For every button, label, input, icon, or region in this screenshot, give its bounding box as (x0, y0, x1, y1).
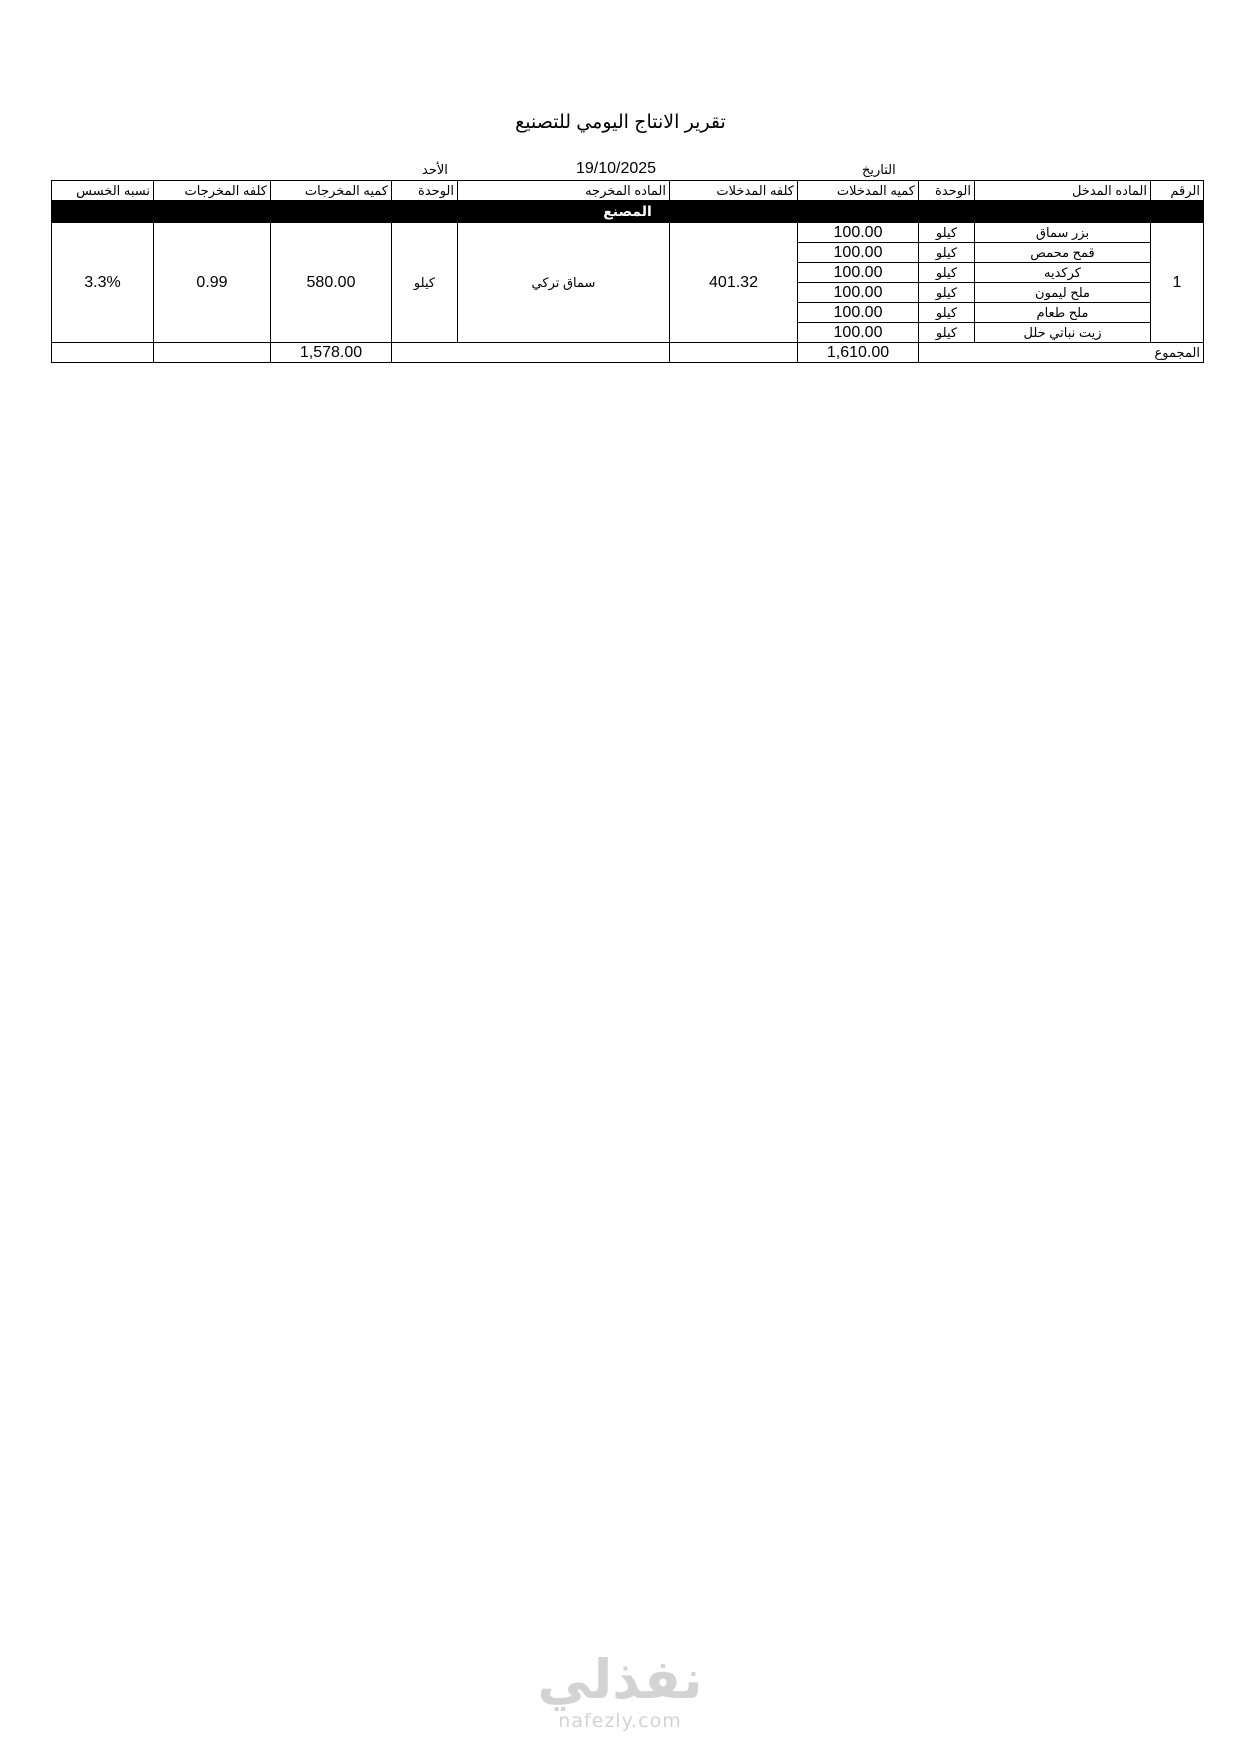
output-name: سماق تركي (458, 223, 670, 343)
col-header-number: الرقم (1151, 181, 1204, 201)
input-qty: 100.00 (798, 323, 919, 343)
total-empty-cell (52, 343, 154, 363)
output-cost: 0.99 (154, 223, 271, 343)
input-name: ملح ليمون (975, 283, 1151, 303)
input-qty: 100.00 (798, 223, 919, 243)
col-header-output-qty: كميه المخرجات (271, 181, 392, 201)
col-header-input-qty: كميه المدخلات (798, 181, 919, 201)
watermark-logo: نفذلي (537, 1648, 703, 1711)
total-input-qty: 1,610.00 (798, 343, 919, 363)
input-name: ملح طعام (975, 303, 1151, 323)
input-name: زيت نباتي حلل (975, 323, 1151, 343)
input-unit: كيلو (919, 303, 975, 323)
total-empty-cell (670, 343, 798, 363)
date-value: 19/10/2025 (576, 160, 657, 177)
input-qty: 100.00 (798, 283, 919, 303)
output-qty: 580.00 (271, 223, 392, 343)
total-output-qty: 1,578.00 (271, 343, 392, 363)
loss-ratio: 3.3% (52, 223, 154, 343)
day-name: الأحد (422, 162, 448, 177)
col-header-loss-ratio: نسبه الخسس (52, 181, 154, 201)
column-header-row (52, 181, 1204, 201)
col-header-input-cost: كلفه المدخلات (670, 181, 798, 201)
total-empty-cell (392, 343, 670, 363)
row-number: 1 (1151, 223, 1204, 343)
date-label: التاريخ (862, 162, 896, 177)
total-row (52, 343, 1204, 363)
col-header-output-material: الماده المخرجه (458, 181, 670, 201)
input-qty: 100.00 (798, 263, 919, 283)
input-cost: 401.32 (670, 223, 798, 343)
production-table (51, 180, 1204, 363)
watermark-url: nafezly.com (558, 1710, 682, 1732)
report-title: تقرير الانتاج اليومي للتصنيع (515, 112, 726, 133)
col-header-input-unit: الوحدة (919, 181, 975, 201)
col-header-output-cost: كلفه المخرجات (154, 181, 271, 201)
watermark (520, 1650, 720, 1732)
input-unit: كيلو (919, 323, 975, 343)
table-row (52, 223, 1204, 243)
input-unit: كيلو (919, 283, 975, 303)
col-header-output-unit: الوحدة (392, 181, 458, 201)
input-qty: 100.00 (798, 303, 919, 323)
input-unit: كيلو (919, 223, 975, 243)
total-label: المجموع (919, 343, 1204, 363)
col-header-input-material: الماده المدخل (975, 181, 1151, 201)
output-unit: كيلو (392, 223, 458, 343)
input-unit: كيلو (919, 263, 975, 283)
input-name: بزر سماق (975, 223, 1151, 243)
input-name: كركديه (975, 263, 1151, 283)
section-title: المصنع (52, 201, 1204, 223)
input-unit: كيلو (919, 243, 975, 263)
input-name: قمح محمص (975, 243, 1151, 263)
total-empty-cell (154, 343, 271, 363)
input-qty: 100.00 (798, 243, 919, 263)
section-row (52, 201, 1204, 223)
